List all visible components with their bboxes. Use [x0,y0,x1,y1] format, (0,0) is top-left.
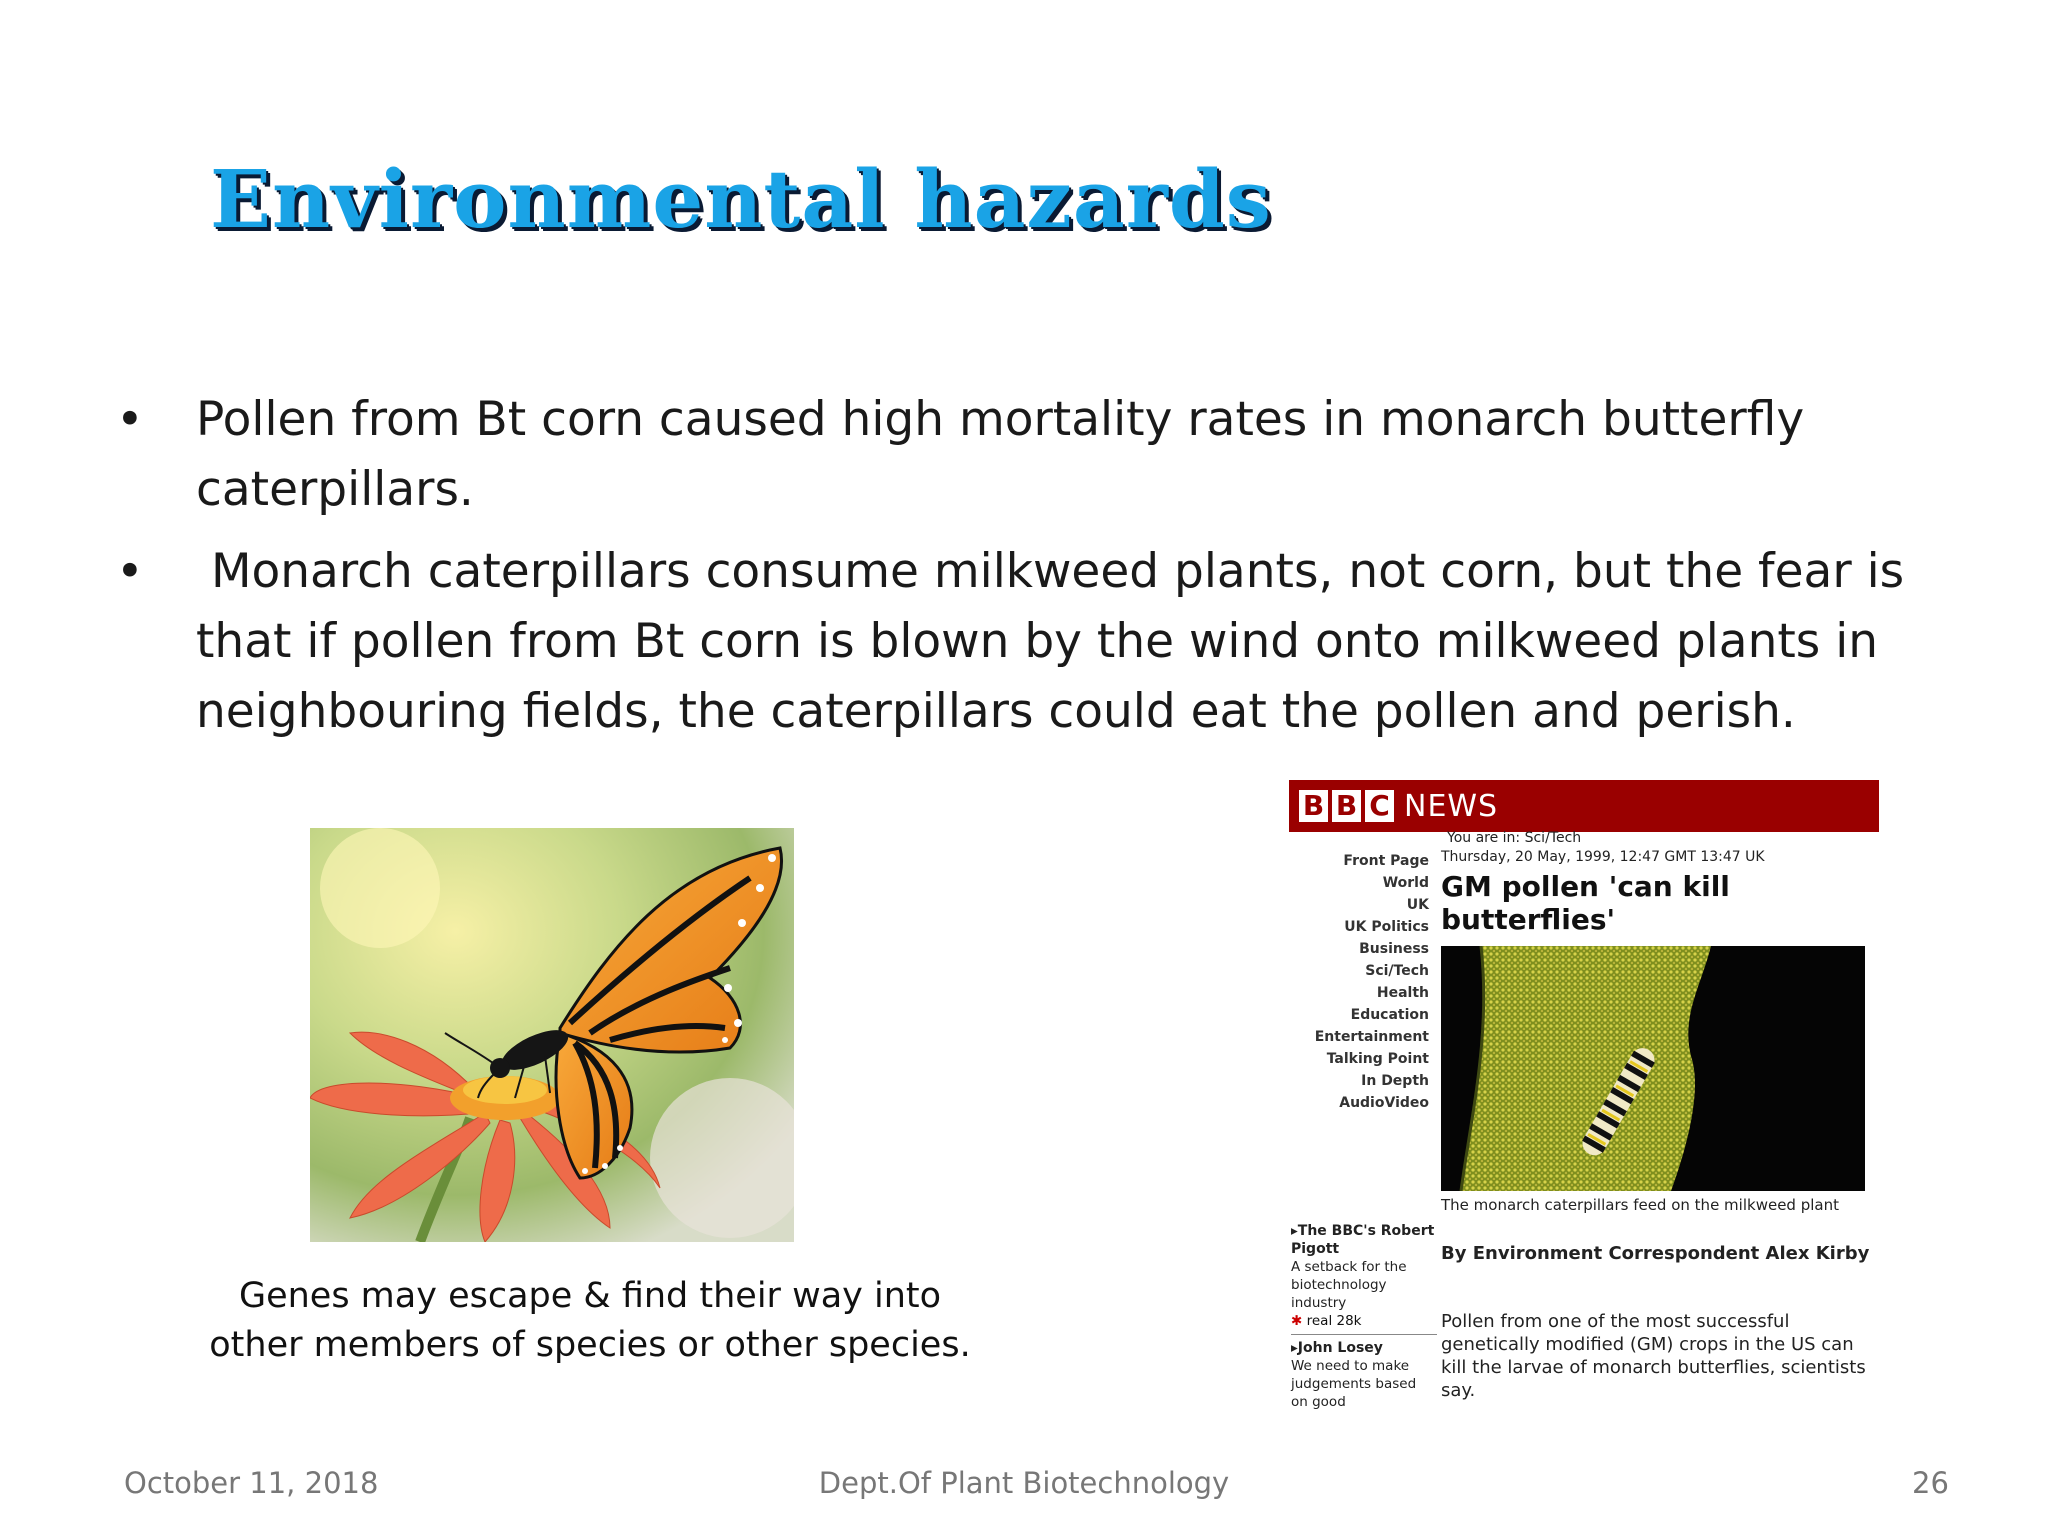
bullet-dot: • [116,392,144,447]
bullet-text: Pollen from Bt corn caused high mortality rates in monarch butterfly caterpillars. [196,392,1805,517]
bbc-news-label: NEWS [1404,788,1499,824]
bbc-logo-letter: B [1299,790,1328,822]
bullet-item [110,537,1970,747]
realplayer-icon: ✱ [1291,1313,1303,1329]
article-date: Thursday, 20 May, 1999, 12:47 GMT 13:47 UK [1441,849,1765,865]
article-body: Pollen from one of the most successful genetically modified (GM) crops in the US can kill the larvae of monarch butterflies, scientists say. [1441,1311,1866,1401]
photo-caption: The monarch caterpillars feed on the milkweed plant [1441,1196,1839,1214]
bbc-logo [1299,790,1398,822]
byline: By Environment Correspondent Alex Kirby [1441,1243,1870,1264]
monarch-butterfly-photo [310,828,794,1242]
side-item-text: We need to make judgements based on good [1291,1358,1417,1410]
nav-item: AudioVideo [1339,1095,1429,1111]
side-item-title: ▸The BBC's Robert Pigott [1291,1223,1435,1257]
bbc-logo-letter: B [1332,790,1361,822]
bullet-dot: • [116,544,144,599]
nav-item: World [1382,875,1429,891]
article-headline: GM pollen 'can kill butterflies' [1441,870,1730,936]
nav-item: Health [1376,985,1429,1001]
footer-date: October 11, 2018 [124,1466,379,1500]
nav-item: Entertainment [1314,1029,1429,1045]
footer-dept: Dept.Of Plant Biotechnology [818,1466,1230,1500]
nav-item: Front Page [1343,853,1429,869]
bbc-header-bar [1289,780,1879,832]
nav-item: Sci/Tech [1365,963,1429,979]
nav-item: Business [1359,941,1429,957]
nav-item: Talking Point [1326,1051,1429,1067]
nav-item: UK Politics [1344,919,1429,935]
image-caption: Genes may escape & find their way into other members of species or other species. [209,1276,971,1365]
side-item-media: ✱ real 28k [1291,1313,1362,1329]
bbc-news-article [1289,778,1879,1410]
slide-title: Environmental hazards [210,152,1272,246]
side-media-links [1291,1222,1437,1410]
bullet-text: Monarch caterpillars consume milkweed plants, not corn, but the fear is that if pollen from Bt corn is blown by the wind onto milkweed plants in neighbouring fields, the caterpillars could eat the pollen and perish. [196,544,1920,739]
bbc-nav [1289,850,1429,1114]
nav-item: UK [1406,897,1429,913]
bbc-logo-letter: C [1365,790,1394,822]
side-item-title: ▸John Losey [1291,1340,1383,1356]
bullet-item [110,385,1970,525]
nav-item: In Depth [1361,1073,1429,1089]
caterpillar-on-milkweed-photo [1441,946,1865,1191]
footer-page-number: 26 [1912,1466,1949,1500]
side-item-text: A setback for the biotechnology industry [1291,1259,1407,1311]
breadcrumb: You are in: Sci/Tech [1447,830,1582,846]
divider [1291,1334,1437,1335]
bullet-list [110,385,1970,759]
nav-item: Education [1350,1007,1429,1023]
